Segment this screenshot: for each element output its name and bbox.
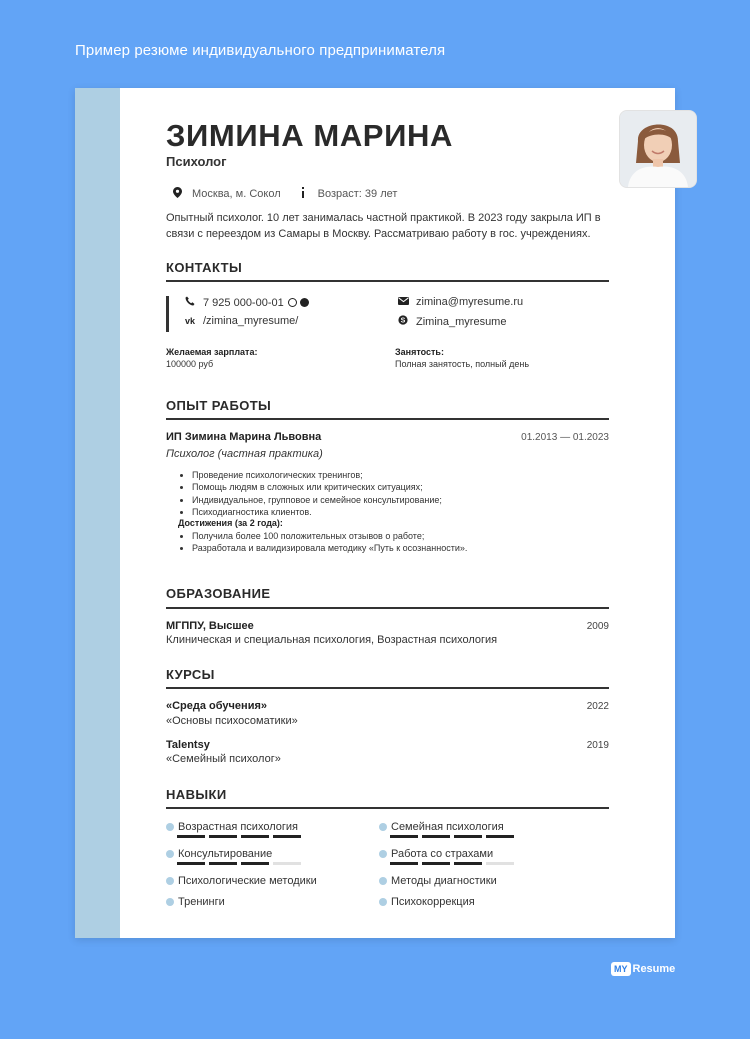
skill-level-segment [454,862,482,865]
section-title-skills: НАВЫКИ [166,787,227,802]
list-item: • Получила более 100 положительных отзывов о работе; [192,530,467,542]
vk-contact[interactable] [184,315,298,327]
list-item: • Индивидуальное, групповое и семейное консультирование; [192,494,442,506]
course-title: «Основы психосоматики» [166,715,298,727]
contacts-accent-bar [166,296,169,332]
skill-level-segment [209,835,237,838]
list-item: • Проведение психологических тренингов; [192,469,442,481]
section-title-experience: ОПЫТ РАБОТЫ [166,398,272,413]
salary-label: Желаемая зарплата: [166,347,258,357]
skype-text: Zimina_myresume [416,315,507,328]
employment-label: Занятость: [395,347,444,357]
envelope-icon [397,297,409,308]
whatsapp-icon[interactable] [288,298,297,307]
logo-wordmark: Resume [632,963,676,975]
vk-text: /zimina_myresume/ [203,315,299,327]
bullet-dot-icon [379,898,387,906]
achievements-list [180,530,467,555]
summary-text: Опытный психолог. 10 лет занималась частной практикой. В 2023 году закрыла ИП в связи с переездом из Самары в Москву. Рассматриваю работу в гос. учреждениях. [166,212,601,240]
skill-level [177,862,305,865]
skill-item [379,821,504,833]
age-text: Возраст: 39 лет [317,188,398,200]
location-item [171,187,281,201]
phone-icon [184,296,196,309]
skill-level [390,835,518,838]
course-year: 2019 [586,740,609,751]
candidate-position: Психолог [166,154,227,169]
section-title-contacts: КОНТАКТЫ [166,260,243,275]
skill-level [390,862,518,865]
job-duties-list [180,469,442,519]
section-rule [166,280,609,282]
bullet-dot-icon [166,898,174,906]
skill-level-segment [241,862,269,865]
candidate-photo [619,110,697,188]
skill-item [379,875,497,887]
phone-text: 7 925 000-00-01 [203,296,284,309]
section-title-courses: КУРСЫ [166,667,215,682]
candidate-name: ЗИМИНА МАРИНА [166,118,453,153]
employment-value: Полная занятость, полный день [395,359,530,369]
education-institution: МГППУ, Высшее [166,620,254,632]
bullet-dot-icon [166,850,174,858]
location-pin-icon [171,187,183,201]
skill-name: Возрастная психология [178,821,298,833]
skill-level-segment [486,835,514,838]
job-dates: 01.2013 — 01.2023 [521,432,609,443]
list-item: • Психодиагностика клиентов. [192,506,442,518]
skill-name: Консультирование [178,848,273,860]
skill-name: Психокоррекция [391,896,475,908]
education-specialty: Клиническая и специальная психология, Возрастная психология [166,634,498,646]
bullet-dot-icon [166,823,174,831]
logo-badge: MY [611,962,631,976]
email-contact[interactable] [397,296,523,308]
skype-icon [397,315,409,328]
skill-level-segment [177,835,205,838]
vk-icon: vk [184,316,195,326]
section-rule [166,687,609,689]
skill-level-segment [486,862,514,865]
skill-name: Семейная психология [391,821,504,833]
skill-level-segment [241,835,269,838]
info-icon [297,187,309,201]
skill-level-segment [390,862,418,865]
skill-name: Тренинги [178,896,225,908]
skill-level-segment [454,835,482,838]
accent-sidebar [75,88,120,938]
skill-level [177,835,305,838]
skype-contact[interactable] [397,315,506,328]
section-rule [166,607,609,609]
skill-level-segment [209,862,237,865]
section-rule [166,807,609,809]
course-year: 2022 [586,701,609,712]
skill-level-segment [273,862,301,865]
page-caption: Пример резюме индивидуального предпринимателя [75,42,446,59]
course-provider: Talentsy [166,739,210,751]
skill-level-segment [390,835,418,838]
personal-info-row [171,187,413,201]
location-text: Москва, м. Сокол [192,188,281,200]
bullet-dot-icon [379,823,387,831]
job-role: Психолог (частная практика) [166,448,323,460]
salary-value: 100000 руб [166,359,214,369]
skill-item [166,821,298,833]
list-item: • Помощь людям в сложных или критических ситуациях; [192,481,442,493]
resume-sheet [75,88,675,938]
skill-name: Психологические методики [178,875,317,887]
phone-contact[interactable] [184,296,309,309]
skill-item [166,848,272,860]
section-title-education: ОБРАЗОВАНИЕ [166,586,271,601]
course-provider: «Среда обучения» [166,700,267,712]
skill-level-segment [273,835,301,838]
skill-level-segment [422,835,450,838]
skill-item [166,875,317,887]
age-item [297,187,398,201]
section-rule [166,418,609,420]
skill-name: Работа со страхами [391,848,494,860]
achievements-label: Достижения (за 2 года): [178,518,283,528]
education-year: 2009 [586,621,609,632]
bullet-dot-icon [379,850,387,858]
skill-item [379,848,493,860]
skill-level-segment [177,862,205,865]
portrait-image [620,111,696,187]
skill-name: Методы диагностики [391,875,497,887]
svg-text:S: S [400,317,406,325]
telegram-icon[interactable] [300,298,309,307]
myresume-logo[interactable] [611,962,675,976]
list-item: • Разработала и валидизировала методику «Путь к осознанности». [192,542,467,554]
skill-level-segment [422,862,450,865]
email-text: zimina@myresume.ru [416,296,524,308]
job-company: ИП Зимина Марина Львовна [166,431,322,443]
skill-item [379,896,475,908]
bullet-dot-icon [379,877,387,885]
skill-item [166,896,225,908]
bullet-dot-icon [166,877,174,885]
course-title: «Семейный психолог» [166,753,281,765]
